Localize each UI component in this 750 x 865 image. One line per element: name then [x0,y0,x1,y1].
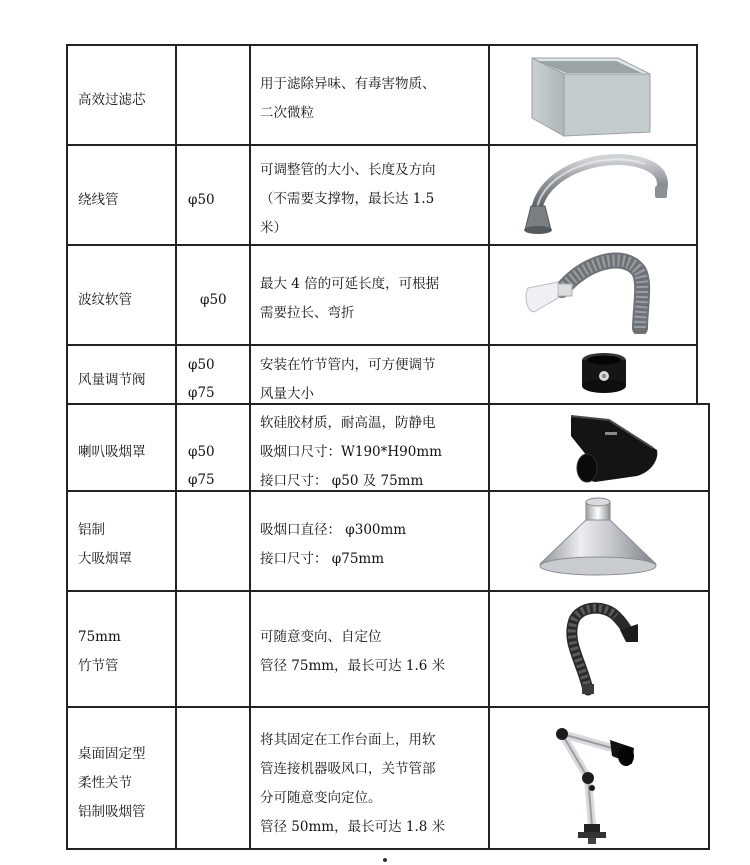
page-mark-dot [383,858,387,862]
table-border-top [66,44,698,46]
aluminum-hood-image [536,494,660,582]
corrugated-hose-image [522,250,662,334]
item-description: 可调整管的大小、长度及方向 （不需要支撑物，最长达 1.5 米） [260,162,436,236]
item-spec: φ50 [188,357,215,373]
item-name: 风量调节阀 [78,372,146,388]
row-divider [66,706,710,708]
item-name: 高效过滤芯 [78,92,146,108]
item-name: 绕线管 [78,192,119,208]
item-name: 喇叭吸烟罩 [78,444,146,460]
table-border-right-lower [708,403,710,850]
item-description: 用于滤除异味、有毒害物质、 二次微粒 [260,76,436,121]
item-name: 波纹软管 [78,292,132,308]
item-spec: φ50 [188,192,215,208]
table-border-left [66,44,68,850]
column-divider [488,44,490,850]
item-spec: φ75 [188,385,215,401]
item-description: 安装在竹节管内，可方便调节 风量大小 [260,357,436,402]
filter-box-image [528,52,654,138]
item-name: 75mm 竹节管 [78,629,121,674]
table-border-bottom [66,848,710,850]
item-description: 将其固定在工作台面上，用软 管连接机器吸风口，关节管部 分可随意变向定位。 管径 50mm，最长可达 1.8 米 [260,732,446,835]
row-divider [66,344,698,346]
item-name: 铝制 大吸烟罩 [78,522,132,567]
table-border-right-upper [696,44,698,405]
gooseneck-pipe-image [515,150,675,236]
row-divider [66,144,698,146]
row-divider [66,590,710,592]
desk-arm-image [548,722,644,846]
bamboo-pipe-image [560,602,640,696]
item-spec: φ50 [188,444,215,460]
damper-valve-image [578,350,630,396]
item-description: 软硅胶材质，耐高温，防静电 吸烟口尺寸：W190*H90mm 接口尺寸： φ50 及 75mm [260,415,442,489]
item-description: 最大 4 倍的可延长度，可根据 需要拉长、弯折 [260,276,440,321]
trumpet-hood-image [565,410,661,484]
item-spec: φ50 [200,292,227,308]
item-description: 可随意变向、自定位 管径 75mm，最长可达 1.6 米 [260,629,446,674]
column-divider [175,44,177,850]
row-divider [66,244,698,246]
column-divider [249,44,251,850]
item-description: 吸烟口直径： φ300mm 接口尺寸： φ75mm [260,522,407,567]
item-name: 桌面固定型 柔性关节 铝制吸烟管 [78,746,146,820]
item-spec: φ75 [188,472,215,488]
